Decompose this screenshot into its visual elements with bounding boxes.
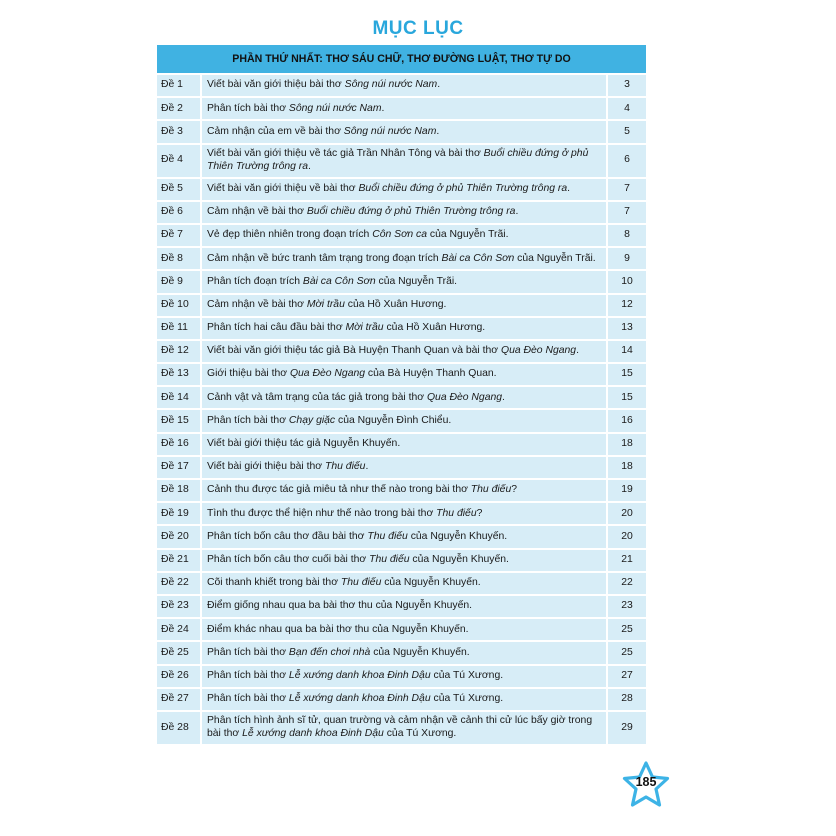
toc-row [156,479,647,502]
entry-title [201,595,607,618]
entry-number: Đề 12 [156,340,201,363]
entry-page: 9 [607,247,647,270]
toc-table [155,43,648,746]
entry-text: Điểm khác nhau qua ba bài thơ thu của Nguyễn Khuyến. [207,623,469,635]
entry-text: của Nguyễn Khuyến. [407,530,508,542]
work-title: Bài ca Côn Sơn [302,275,376,287]
entry-page: 18 [607,456,647,479]
entry-text: của Nguyễn Trãi. [375,275,458,287]
page-number: 185 [635,775,657,789]
entry-title [201,74,607,97]
entry-title [201,120,607,143]
entry-page: 23 [607,595,647,618]
entry-number: Đề 11 [156,317,201,340]
entry-text: Phân tích đoạn trích [207,275,303,287]
work-title: Thu điếu [367,530,408,542]
toc-row [156,97,647,120]
work-title: Sông núi nước Nam [344,79,438,91]
toc-row [156,386,647,409]
entry-title [201,340,607,363]
entry-page: 10 [607,270,647,293]
entry-text: Phân tích bài thơ [207,693,289,705]
entry-number: Đề 23 [156,595,201,618]
entry-text: Phân tích bài thơ [207,646,289,658]
toc-row [156,201,647,224]
toc-row [156,317,647,340]
entry-text: . [576,345,579,357]
work-title: Bạn đến chơi nhà [288,646,371,658]
entry-text: Phân tích bài thơ [207,669,289,681]
entry-text: . [437,79,441,91]
toc-row [156,595,647,618]
entry-text: Viết bài giới thiệu tác giả Nguyễn Khuyến. [207,438,401,450]
entry-text: Tình thu được thể hiện như thế nào trong bài thơ [207,507,437,519]
work-title: Bài ca Côn Sơn [441,252,515,264]
entry-text: Phân tích bài thơ [207,102,289,114]
entry-title [201,247,607,270]
entry-number: Đề 13 [156,363,201,386]
entry-page: 13 [607,317,647,340]
toc-row [156,456,647,479]
page-title: MỤC LỤC [372,18,464,39]
work-title: Buổi chiều đứng ở phủ Thiên Trường trông ra [207,148,589,172]
toc-row [156,502,647,525]
entry-title [201,178,607,201]
entry-text: của Bà Huyện Thanh Quan. [365,368,497,380]
entry-title [201,618,607,641]
entry-title [201,294,607,317]
entry-number: Đề 22 [156,572,201,595]
toc-row [156,618,647,641]
entry-title [201,433,607,456]
work-title: Qua Đèo Ngang [289,368,366,380]
entry-page: 3 [607,74,647,97]
entry-number: Đề 25 [156,641,201,664]
entry-number: Đề 21 [156,549,201,572]
entry-text: Cảm nhận về bài thơ [207,206,307,218]
entry-page: 29 [607,711,647,745]
entry-text: . [515,206,519,218]
entry-page: 8 [607,224,647,247]
entry-text: Phân tích hình ảnh sĩ tử, quan trường và cảm nhận về cảnh thi cử lúc bấy giờ trong bài thơ [207,715,593,739]
work-title: Thu điếu [436,507,477,519]
toc-row [156,120,647,143]
entry-title [201,502,607,525]
toc-row [156,224,647,247]
entry-text: Phân tích bốn câu thơ đầu bài thơ [207,530,368,542]
entry-title [201,688,607,711]
entry-text: của Hồ Xuân Hương. [344,298,447,310]
work-title: Sông núi nước Nam [343,125,437,137]
entry-title [201,665,607,688]
entry-text: . [308,160,311,172]
entry-text: ? [476,507,483,519]
section-heading-row [156,44,647,74]
entry-page: 25 [607,641,647,664]
entry-page: 15 [607,363,647,386]
entry-page: 7 [607,201,647,224]
work-title: Lễ xướng danh khoa Đinh Dậu [288,669,431,681]
entry-page: 21 [607,549,647,572]
entry-text: Vẻ đẹp thiên nhiên trong đoạn trích [207,229,373,241]
entry-title [201,711,607,745]
entry-page: 12 [607,294,647,317]
entry-text: Viết bài văn giới thiệu tác giả Bà Huyện Thanh Quan và bài thơ [207,345,501,357]
entry-number: Đề 18 [156,479,201,502]
entry-page: 19 [607,479,647,502]
entry-title [201,479,607,502]
entry-page: 6 [607,144,647,178]
work-title: Thu điếu [369,553,410,565]
entry-number: Đề 17 [156,456,201,479]
entry-number: Đề 24 [156,618,201,641]
toc-row [156,572,647,595]
entry-text: của Nguyễn Trãi. [514,252,596,264]
toc-row [156,525,647,548]
entry-text: Viết bài văn giới thiệu bài thơ [207,79,345,91]
entry-page: 16 [607,409,647,432]
entry-text: của Nguyễn Trãi. [427,229,509,241]
work-title: Thu điếu [325,461,366,473]
toc-row [156,641,647,664]
work-title: Lễ xướng danh khoa Đinh Dậu [242,727,384,739]
entry-text: của Hồ Xuân Hương. [383,322,486,334]
entry-text: Cảnh thu được tác giả miêu tả như thế nào trong bài thơ [207,484,471,496]
entry-text: Phân tích bài thơ [207,414,289,426]
entry-number: Đề 1 [156,74,201,97]
entry-number: Đề 15 [156,409,201,432]
entry-page: 22 [607,572,647,595]
entry-title [201,270,607,293]
work-title: Buổi chiều đứng ở phủ Thiên Trường trông ra [358,182,568,194]
entry-text: Phân tích hai câu đầu bài thơ [207,322,346,334]
entry-number: Đề 3 [156,120,201,143]
work-title: Chạy giặc [288,414,336,426]
entry-number: Đề 5 [156,178,201,201]
entry-number: Đề 2 [156,97,201,120]
entry-text: Viết bài văn giới thiệu về tác giả Trần Nhân Tông và bài thơ [207,148,484,160]
entry-number: Đề 20 [156,525,201,548]
entry-number: Đề 9 [156,270,201,293]
work-title: Qua Đèo Ngang [426,391,503,403]
entry-text: Viết bài văn giới thiệu về bài thơ [207,182,359,194]
entry-number: Đề 28 [156,711,201,745]
entry-title [201,224,607,247]
toc-row [156,294,647,317]
entry-page: 18 [607,433,647,456]
entry-text: . [365,461,369,473]
entry-title [201,97,607,120]
toc-row [156,74,647,97]
entry-text: Viết bài giới thiệu bài thơ [207,461,325,473]
entry-number: Đề 6 [156,201,201,224]
entry-page: 20 [607,502,647,525]
entry-text: của Nguyễn Khuyến. [381,577,481,589]
work-title: Buổi chiều đứng ở phủ Thiên Trường trông ra [306,206,516,218]
work-title: Thu điếu [340,577,382,589]
toc-row [156,270,647,293]
work-title: Thu điếu [470,484,512,496]
toc-row [156,247,647,270]
toc-row [156,433,647,456]
entry-page: 28 [607,688,647,711]
entry-title [201,363,607,386]
entry-text: ? [511,484,518,496]
entry-number: Đề 10 [156,294,201,317]
entry-text: Cảnh vật và tâm trạng của tác giả trong bài thơ [207,391,427,403]
work-title: Côn Sơn ca [372,229,428,241]
entry-text: của Tú Xương. [430,693,504,705]
entry-title [201,525,607,548]
toc-row [156,688,647,711]
entry-title [201,386,607,409]
entry-text: Cảm nhận của em về bài thơ [207,125,344,137]
entry-number: Đề 19 [156,502,201,525]
entry-text: Phân tích bốn câu thơ cuối bài thơ [207,553,370,565]
entry-number: Đề 16 [156,433,201,456]
toc-row [156,409,647,432]
entry-title [201,144,607,178]
toc-row [156,549,647,572]
toc-row [156,178,647,201]
entry-text: Cảm nhận về bức tranh tâm trạng trong đoạn trích [207,252,442,264]
toc-row [156,711,647,745]
entry-page: 5 [607,120,647,143]
entry-text: . [381,102,385,114]
entry-number: Đề 26 [156,665,201,688]
entry-text: của Nguyễn Đình Chiểu. [335,414,452,426]
entry-number: Đề 14 [156,386,201,409]
entry-text: của Tú Xương. [430,669,504,681]
entry-text: Điểm giống nhau qua ba bài thơ thu của Nguyễn Khuyến. [207,600,473,612]
entry-text: . [502,391,505,403]
entry-number: Đề 4 [156,144,201,178]
entry-text: Cảm nhận về bài thơ [207,298,307,310]
entry-page: 27 [607,665,647,688]
entry-page: 14 [607,340,647,363]
entry-number: Đề 8 [156,247,201,270]
entry-text: . [436,125,440,137]
entry-text: . [567,182,571,194]
entry-title [201,409,607,432]
work-title: Mời trầu [345,322,384,334]
entry-page: 25 [607,618,647,641]
entry-title [201,317,607,340]
work-title: Mời trầu [306,298,345,310]
entry-text: của Nguyễn Khuyến. [409,553,509,565]
toc-row [156,144,647,178]
entry-text: của Tú Xương. [383,727,457,739]
toc-body [156,44,647,745]
entry-page: 15 [607,386,647,409]
section-heading: PHẦN THỨ NHẤT: THƠ SÁU CHỮ, THƠ ĐƯỜNG LUẬT, THƠ TỰ DO [156,44,647,74]
entry-page: 20 [607,525,647,548]
entry-title [201,572,607,595]
work-title: Sông núi nước Nam [288,102,382,114]
entry-page: 4 [607,97,647,120]
entry-title [201,549,607,572]
entry-number: Đề 7 [156,224,201,247]
work-title: Lễ xướng danh khoa Đinh Dậu [288,693,431,705]
entry-title [201,456,607,479]
entry-page: 7 [607,178,647,201]
entry-text: Giới thiệu bài thơ [207,368,290,380]
entry-number: Đề 27 [156,688,201,711]
entry-title [201,641,607,664]
toc-row [156,665,647,688]
entry-text: Cõi thanh khiết trong bài thơ [207,577,341,589]
entry-text: của Nguyễn Khuyến. [370,646,470,658]
work-title: Qua Đèo Ngang [500,345,577,357]
entry-title [201,201,607,224]
toc-row [156,340,647,363]
toc-row [156,363,647,386]
